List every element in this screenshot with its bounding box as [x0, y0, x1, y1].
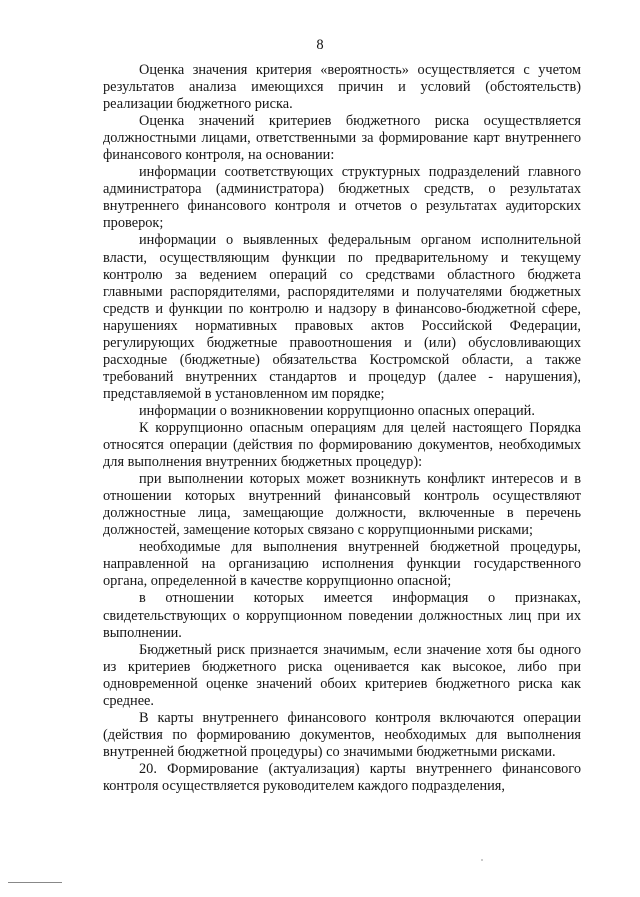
- paragraph: информации о возникновении коррупционно опасных операций.: [139, 402, 535, 419]
- paragraph: информации о выявленных федеральным органом исполнительной власти, осуществляющим функции по предварительному и текущему контролю за ведением операций со средствами областного бюджета главными распорядителями, распорядителями и получателями бюджетных средств и функции по контролю и надзору в финансово-бюджетной сфере, нарушениях нормативных правовых актов Российской Федерации, регулирующих бюджетные правоотношения и (или) обусловливающих расходные (бюджетные) обязательства Костромской области, а также требований внутренних стандартов и процедур (далее - нарушения), представляемой в установленном им порядке;: [103, 232, 581, 402]
- paragraph: информации соответствующих структурных подразделений главного администратора (администратора) бюджетных средств, о результатах внутреннего финансового контроля и отчетов о результатах аудиторских проверок;: [103, 164, 581, 232]
- document-body: [103, 62, 581, 795]
- paragraph: Оценка значений критериев бюджетного риска осуществляется должностными лицами, ответственными за формирование карт внутреннего финансового контроля, на основании:: [103, 113, 581, 164]
- scan-speck: [481, 859, 483, 861]
- footer-scan-mark: [8, 882, 62, 883]
- paragraph: необходимые для выполнения внутренней бюджетной процедуры, направленной на организацию исполнения функции государственного органа, определенной в качестве коррупционно опасной;: [103, 539, 581, 590]
- paragraph: при выполнении которых может возникнуть конфликт интересов и в отношении которых внутренний финансовый контроль осуществляют должностные лица, замещающие должности, включенные в перечень должностей, замещение которых связано с коррупционными рисками;: [103, 471, 581, 539]
- paragraph-last: 20. Формирование (актуализация) карты внутреннего финансового контроля осуществляется руководителем каждого подразделения,: [103, 760, 581, 794]
- paragraph: в отношении которых имеется информация о признаках, свидетельствующих о коррупционном поведении должностных лиц при их выполнении.: [103, 590, 581, 641]
- paragraph: Оценка значения критерия «вероятность» осуществляется с учетом результатов анализа имеющихся причин и условий (обстоятельств) реализации бюджетного риска.: [103, 62, 581, 113]
- page-number: 8: [316, 37, 324, 53]
- paragraph: В карты внутреннего финансового контроля включаются операции (действия по формированию документов, необходимых для выполнения внутренней бюджетной процедуры) со значимыми бюджетными рисками.: [103, 709, 581, 760]
- paragraph: Бюджетный риск признается значимым, если значение хотя бы одного из критериев бюджетного риска оценивается как высокое, либо при одновременной оценке значений обоих критериев бюджетного риска как среднее.: [103, 641, 581, 709]
- paragraph: К коррупционно опасным операциям для целей настоящего Порядка относятся операции (действия по формированию документов, необходимых для выполнения внутренних бюджетных процедур):: [103, 419, 581, 471]
